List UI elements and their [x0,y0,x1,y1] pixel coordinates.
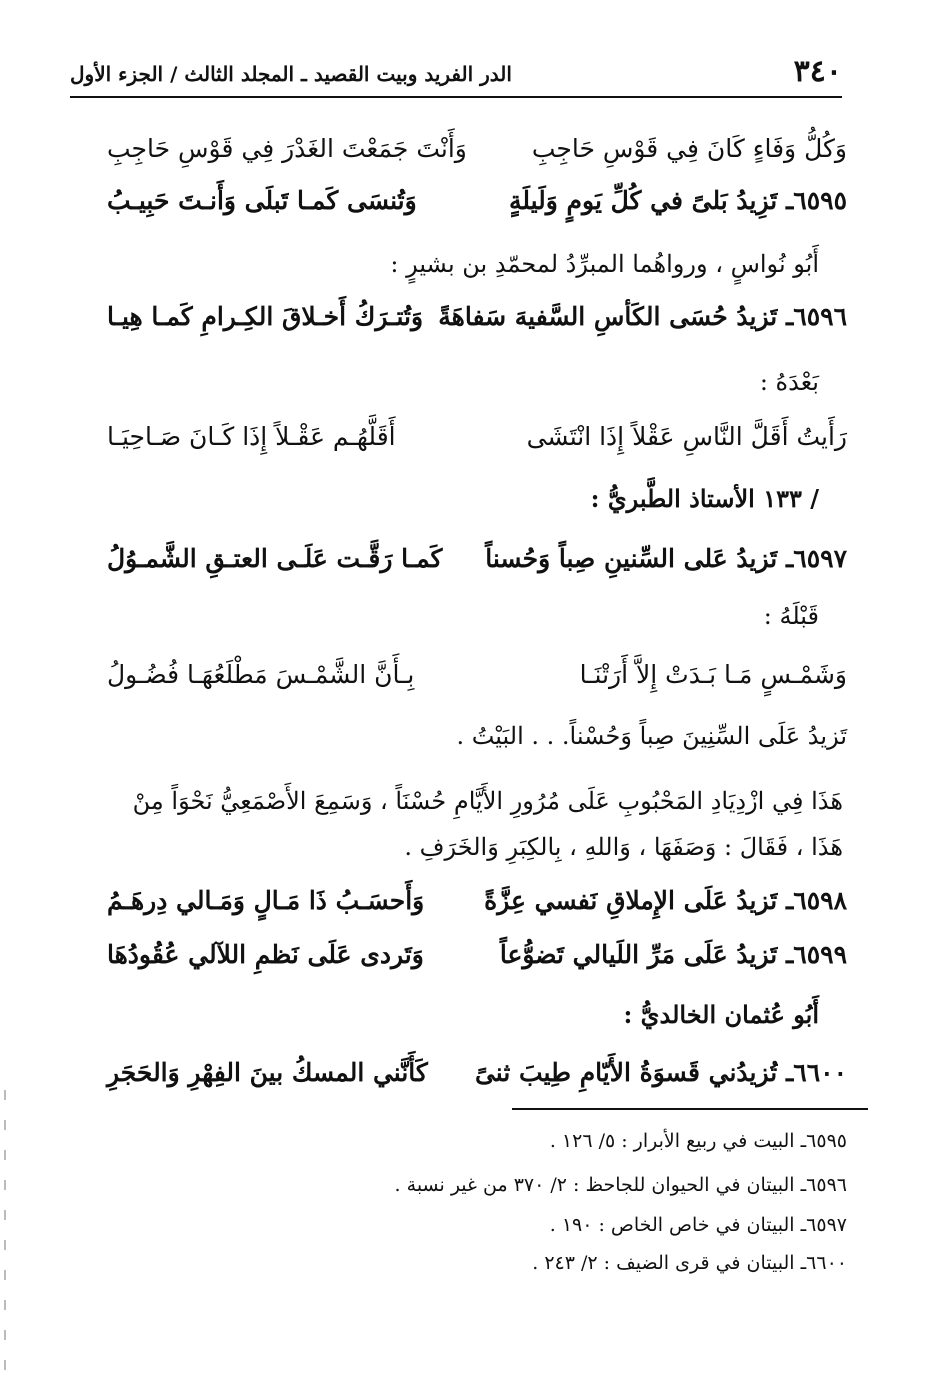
running-title: الدر الفريد وبيت القصيد ـ المجلد الثالث / الجزء الأول [70,62,512,86]
verse-quote: تَزيدُ عَلَى السِّنِينَ صِباً وَحُسْناً. . . البَيْتُ . [456,722,847,750]
note-after: بَعْدَهُ : [759,368,819,396]
verse-6595 [107,186,847,230]
page-number: ٣٤٠ [793,54,842,89]
note-before: قَبْلَهُ : [763,602,819,630]
poet-heading: أَبُو عُثمان الخالديُّ : [623,1000,819,1029]
verse-6600 [107,1058,847,1102]
footnote: ٦٥٩٥ـ البيت في ربيع الأبرار : ٥/ ١٢٦ . [549,1130,847,1152]
commentary-paragraph [83,778,843,870]
verse-6597 [107,544,847,588]
section-heading: / ١٣٣ الأستاذ الطَّبريُّ : [590,484,819,513]
footnote: ٦٦٠٠ـ البيتان في قرى الضيف : ٢/ ٢٤٣ . [532,1252,847,1274]
verse-first-hemistich: ٦٥٩٥ـ تَزِيدُ بَلىً في كُلِّ يَومٍ وَلَيلَةٍ [508,186,847,215]
footnote-rule [512,1108,868,1110]
verse-line [107,422,847,466]
verse-6598 [107,886,847,930]
verse-second-hemistich: وَتُتـرَكُ أَخـلاقَ الكِـرامِ كَمـا هِيـا [107,302,424,331]
verse-second-hemistich: وَأَحسَـبُ ذَا مَـالٍ وَمَـالي دِرهَـمُ [107,886,425,915]
footnote: ٦٥٩٦ـ البيتان في الحيوان للجاحظ : ٢/ ٣٧٠ من غير نسبة . [394,1174,847,1196]
verse-second-hemistich: وَأَنْتَ جَمَعْتَ الغَدْرَ فِي قَوْسِ حَاجِبِ [107,134,467,163]
verse-first-hemistich: رَأَيتُ أَقَلَّ النَّاسِ عَقْلاً إِذَا انْتَشَى [526,422,847,451]
verse-first-hemistich: ٦٦٠٠ـ تُزيدُني قَسوَةُ الأَيّامِ طِيبَ ثنىً [474,1058,847,1087]
attribution-note: أَبُو نُواسٍ ، ورواهُما المبرِّدُ لمحمّدِ بن بشيرٍ : [390,250,819,278]
verse-first-hemistich: ٦٥٩٧ـ تَزيدُ عَلى السِّنينِ صِباً وَحُسناً [485,544,847,573]
verse-6596 [107,302,847,346]
verse-second-hemistich: وَتَردى عَلَى نَظمِ اللآلي عُقُودُهَا [107,940,424,969]
verse-line [107,134,847,178]
verse-second-hemistich: كَمـا رَقَّـت عَلَـى العتـقِ الشَّمـوُلُ [107,544,443,573]
commentary-line-2: هَذَا ، فَقَالَ : وَصَفَهَا ، وَاللهِ ، بِالكِبَرِ وَالخَرَفِ . [404,833,843,861]
verse-first-hemistich: ٦٥٩٨ـ تَزيدُ عَلَى الإِملاقِ نَفسي عِزَّةً [484,886,847,915]
page-header [70,54,842,94]
scan-margin-marks [4,1090,6,1370]
verse-first-hemistich: ٦٥٩٦ـ تَزيدُ حُسَى الكَأسِ السَّفيهَ سَفاهَةً [438,302,847,331]
verse-first-hemistich: وَكُلُّ وَفَاءٍ كَانَ فِي قَوْسِ حَاجِبِ [531,134,847,163]
verse-line [107,660,847,704]
footnote: ٦٥٩٧ـ البيتان في خاص الخاص : ١٩٠ . [549,1214,847,1236]
verse-second-hemistich: وَتُنسَى كَمـا تَبلَى وَأَنـتَ حَبِيـبُ [107,186,417,215]
verse-first-hemistich: وَشَمْـسٍ مَـا بَـدَتْ إِلاَّ أَرَتْنَـا [579,660,847,689]
verse-6599 [107,940,847,984]
verse-second-hemistich: أَقَلَّهُـم عَقْـلاً إِذَا كَـانَ صَـاحِيَـا [107,422,396,451]
verse-second-hemistich: بِـأَنَّ الشَّمْـسَ مَطْلَعُهَـا فُضُـولُ [107,660,415,689]
header-rule [70,96,842,98]
verse-first-hemistich: ٦٥٩٩ـ تَزيدُ عَلَى مَرِّ اللَيالي تَضوُّعاً [499,940,847,969]
commentary-line-1: هَذَا فِي ازْدِيَادِ المَحْبُوبِ عَلَى مُرُورِ الأَيَّامِ حُسْنَاً ، وَسَمِعَ الأَصْمَعِيُّ نَحْوَاً مِنْ [132,787,843,815]
verse-second-hemistich: كَأَنَّني المسكُ بينَ الفِهْرِ وَالحَجَرِ [107,1058,428,1087]
